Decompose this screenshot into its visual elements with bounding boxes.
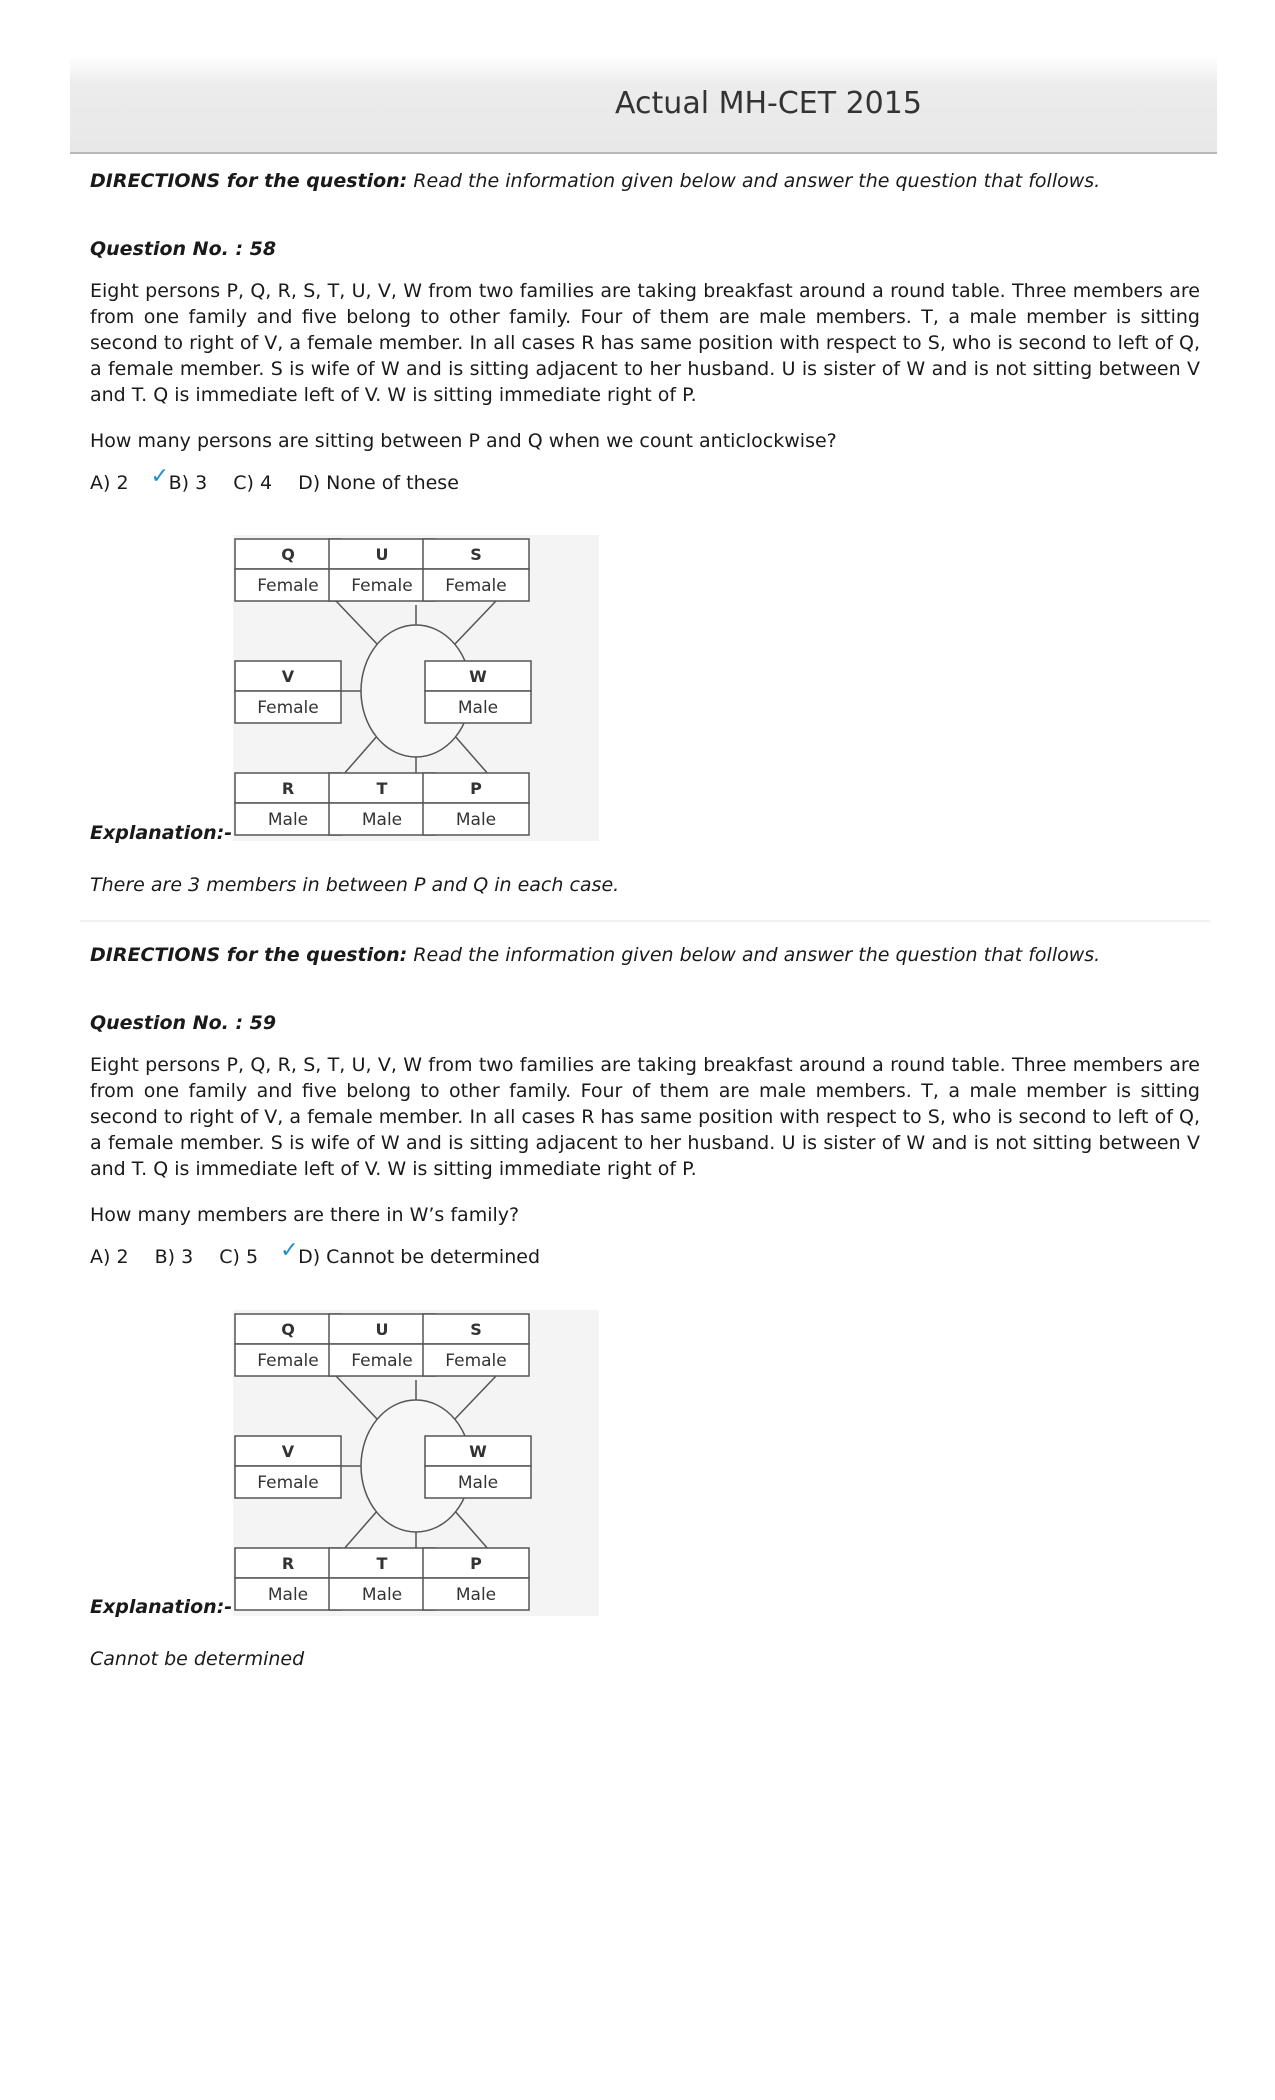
seat-gender: Male bbox=[267, 810, 309, 830]
question-text: How many persons are sitting between P and Q when we count anticlockwise? bbox=[90, 430, 837, 452]
directions-text: Read the information given below and answer the question that follows. bbox=[413, 944, 1101, 966]
seat-gender: Female bbox=[257, 698, 319, 718]
seat-r bbox=[235, 1548, 341, 1610]
explanation-label: Explanation:- bbox=[90, 822, 233, 844]
question-block-58 bbox=[90, 170, 1200, 494]
seat-s bbox=[423, 1314, 529, 1376]
seat-gender: Female bbox=[257, 1351, 319, 1371]
seat-name: P bbox=[470, 1554, 482, 1573]
seat-gender: Male bbox=[361, 810, 403, 830]
seat-gender: Female bbox=[257, 576, 319, 596]
option-a: A) 2 bbox=[90, 472, 129, 494]
seat-s bbox=[423, 539, 529, 601]
seat-name: T bbox=[376, 779, 388, 798]
seat-w bbox=[425, 1436, 531, 1498]
seat-name: U bbox=[375, 1320, 389, 1339]
seat-q bbox=[235, 539, 341, 601]
option-d-label: D) Cannot be determined bbox=[298, 1246, 541, 1268]
question-number: Question No. : 59 bbox=[90, 1012, 277, 1034]
seat-gender: Male bbox=[457, 698, 499, 718]
seat-gender: Male bbox=[267, 1585, 309, 1605]
seat-q bbox=[235, 1314, 341, 1376]
seat-r bbox=[235, 773, 341, 835]
seat-name: S bbox=[470, 545, 482, 564]
seat-name: Q bbox=[281, 1320, 295, 1339]
option-a: A) 2 bbox=[90, 1246, 129, 1268]
seat-gender: Female bbox=[351, 1351, 413, 1371]
seat-name: W bbox=[469, 1442, 487, 1461]
seat-t bbox=[329, 773, 435, 835]
seat-gender: Male bbox=[361, 1585, 403, 1605]
seat-t bbox=[329, 1548, 435, 1610]
seat-gender: Female bbox=[445, 1351, 507, 1371]
answer-options bbox=[90, 464, 1200, 494]
option-d: D) None of these bbox=[298, 472, 459, 494]
seat-name: T bbox=[376, 1554, 388, 1573]
seat-p bbox=[423, 773, 529, 835]
directions-text: Read the information given below and answer the question that follows. bbox=[413, 170, 1101, 192]
connector-line bbox=[336, 1376, 378, 1420]
seat-name: V bbox=[281, 1442, 295, 1461]
seat-name: R bbox=[281, 1554, 295, 1573]
directions-label: DIRECTIONS for the question: bbox=[90, 170, 408, 192]
seat-gender: Female bbox=[351, 576, 413, 596]
answer-options bbox=[90, 1238, 1200, 1268]
seat-name: U bbox=[375, 545, 389, 564]
option-c: C) 5 bbox=[219, 1246, 259, 1268]
seat-name: R bbox=[281, 779, 295, 798]
seating-diagram bbox=[233, 535, 599, 841]
question-number: Question No. : 58 bbox=[90, 238, 277, 260]
seat-name: S bbox=[470, 1320, 482, 1339]
connector-line bbox=[454, 601, 496, 645]
seat-name: Q bbox=[281, 545, 295, 564]
connector-line bbox=[454, 1376, 496, 1420]
option-b-label: B) 3 bbox=[168, 472, 208, 494]
checkmark-icon: ✓ bbox=[150, 464, 170, 489]
question-text: How many members are there in W’s family? bbox=[90, 1204, 520, 1226]
option-d bbox=[280, 1238, 541, 1268]
explanation-text: There are 3 members in between P and Q in each case. bbox=[90, 874, 620, 896]
seat-gender: Male bbox=[455, 810, 497, 830]
seat-v bbox=[235, 661, 341, 723]
seat-p bbox=[423, 1548, 529, 1610]
option-b: B) 3 bbox=[154, 1246, 194, 1268]
seating-svg bbox=[233, 535, 599, 841]
page-title: Actual MH-CET 2015 bbox=[615, 86, 922, 121]
checkmark-icon: ✓ bbox=[280, 1238, 299, 1263]
seat-gender: Female bbox=[445, 576, 507, 596]
seating-diagram bbox=[233, 1310, 599, 1616]
seat-u bbox=[329, 1314, 435, 1376]
seat-gender: Male bbox=[457, 1473, 499, 1493]
seat-v bbox=[235, 1436, 341, 1498]
directions bbox=[90, 170, 1200, 192]
connector-line bbox=[336, 601, 378, 645]
seat-w bbox=[425, 661, 531, 723]
directions bbox=[90, 944, 1200, 966]
seat-gender: Male bbox=[455, 1585, 497, 1605]
question-block-59 bbox=[90, 944, 1200, 1268]
option-c: C) 4 bbox=[233, 472, 273, 494]
seat-name: P bbox=[470, 779, 482, 798]
explanation-label: Explanation:- bbox=[90, 1596, 233, 1618]
seat-u bbox=[329, 539, 435, 601]
explanation-text: Cannot be determined bbox=[90, 1648, 305, 1670]
option-b bbox=[150, 464, 208, 494]
question-passage: Eight persons P, Q, R, S, T, U, V, W from two families are taking breakfast around a round table. Three members are from one family and five belong to other family. Four of them are male members. T, a male member is sitting second to right of V, a female member. In all cases R has same position with respect to S, who is second to left of Q, a female member. S is wife of W and is sitting adjacent to her husband. U is sister of W and is not sitting between V and T. Q is immediate left of V. W is sitting immediate right of P. bbox=[90, 280, 1200, 406]
question-divider bbox=[80, 920, 1210, 922]
question-passage: Eight persons P, Q, R, S, T, U, V, W from two families are taking breakfast around a round table. Three members are from one family and five belong to other family. Four of them are male members. T, a male member is sitting second to right of V, a female member. In all cases R has same position with respect to S, who is second to left of Q, a female member. S is wife of W and is sitting adjacent to her husband. U is sister of W and is not sitting between V and T. Q is immediate left of V. W is sitting immediate right of P. bbox=[90, 1054, 1200, 1180]
directions-label: DIRECTIONS for the question: bbox=[90, 944, 408, 966]
seat-name: W bbox=[469, 667, 487, 686]
seating-svg bbox=[233, 1310, 599, 1616]
seat-name: V bbox=[281, 667, 295, 686]
seat-gender: Female bbox=[257, 1473, 319, 1493]
page-header bbox=[70, 56, 1217, 154]
